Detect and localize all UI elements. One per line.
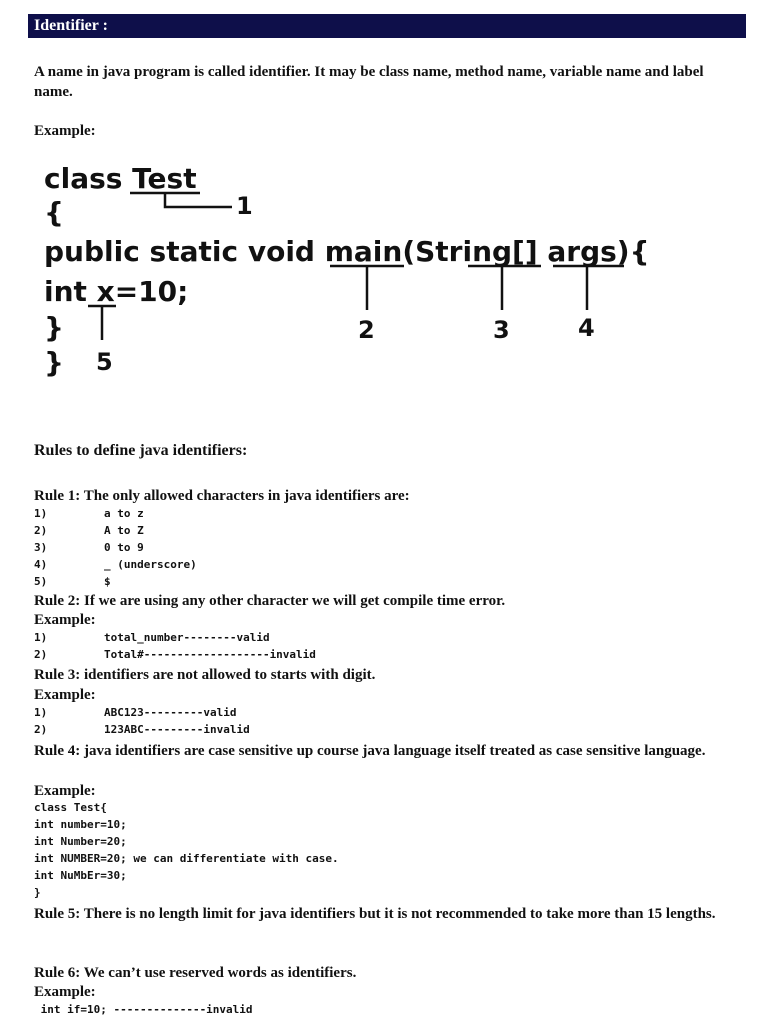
diagram-line-2: {	[44, 196, 64, 229]
rule-3-item-num: 1)	[34, 706, 48, 719]
rule-4-example-label: Example:	[34, 783, 96, 799]
rule-3-example-label: Example:	[34, 687, 96, 703]
diagram-line-5: }	[44, 311, 64, 344]
rule-4-code-line: int Number=20;	[34, 835, 127, 848]
rule-1-item-num: 2)	[34, 524, 48, 537]
rule-2-item-num: 2)	[34, 648, 48, 661]
rule-2-example-label: Example:	[34, 612, 96, 628]
rule-4-code-line: int NuMbEr=30;	[34, 869, 127, 882]
diagram-annotation-lines	[34, 158, 694, 398]
section-title-bar	[28, 14, 746, 38]
identifier-diagram	[34, 158, 694, 398]
rule-1-title: Rule 1: The only allowed characters in java identifiers are:	[34, 488, 410, 504]
diagram-number-2: 2	[358, 316, 375, 344]
rule-1-item-text: 0 to 9	[104, 541, 144, 554]
rule-1-item-num: 3)	[34, 541, 48, 554]
rule-6-example-label: Example:	[34, 984, 96, 1000]
rule-1-item-num: 5)	[34, 575, 48, 588]
rule-2-item-text: total_number--------valid	[104, 631, 270, 644]
section-title: Identifier :	[34, 17, 108, 34]
rule-1-item-text: _ (underscore)	[104, 558, 197, 571]
rule-1-item-text: a to z	[104, 507, 144, 520]
rule-2-item-num: 1)	[34, 631, 48, 644]
rule-3-title: Rule 3: identifiers are not allowed to starts with digit.	[34, 667, 376, 683]
rules-heading: Rules to define java identifiers:	[34, 442, 248, 459]
diagram-line-3: public static void main(String[] args){	[44, 235, 650, 268]
rule-3-item-text: 123ABC---------invalid	[104, 723, 250, 736]
rule-4-code-line: }	[34, 886, 41, 899]
intro-paragraph: A name in java program is called identifier. It may be class name, method name, variable name and label name.	[34, 64, 704, 100]
diagram-line-4: int x=10;	[44, 275, 189, 308]
rule-1-item-text: A to Z	[104, 524, 144, 537]
rule-6-code-line: int if=10; --------------invalid	[34, 1003, 253, 1016]
rule-3-item-text: ABC123---------valid	[104, 706, 237, 719]
rule-5-title: Rule 5: There is no length limit for java identifiers but it is not recommended to take more than 15 lengths.	[34, 906, 716, 922]
rule-3-item-num: 2)	[34, 723, 48, 736]
diagram-number-1: 1	[236, 192, 253, 220]
diagram-number-3: 3	[493, 316, 510, 344]
rule-1-item-text: $	[104, 575, 111, 588]
rule-4-code-line: class Test{	[34, 801, 107, 814]
rule-4-code-line: int number=10;	[34, 818, 127, 831]
diagram-line-1: class Test	[44, 162, 197, 195]
diagram-line-6: }	[44, 346, 64, 379]
rule-4-title: Rule 4: java identifiers are case sensitive up course java language itself treated as case sensitive language.	[34, 743, 706, 759]
rule-1-item-num: 4)	[34, 558, 48, 571]
example-label: Example:	[34, 123, 96, 139]
rule-2-item-text: Total#-------------------invalid	[104, 648, 316, 661]
diagram-number-5: 5	[96, 348, 113, 376]
rule-1-item-num: 1)	[34, 507, 48, 520]
diagram-number-4: 4	[578, 314, 595, 342]
rule-2-title: Rule 2: If we are using any other character we will get compile time error.	[34, 593, 506, 609]
rule-6-title: Rule 6: We can’t use reserved words as identifiers.	[34, 965, 357, 981]
rule-4-code-line: int NUMBER=20; we can differentiate with case.	[34, 852, 339, 865]
